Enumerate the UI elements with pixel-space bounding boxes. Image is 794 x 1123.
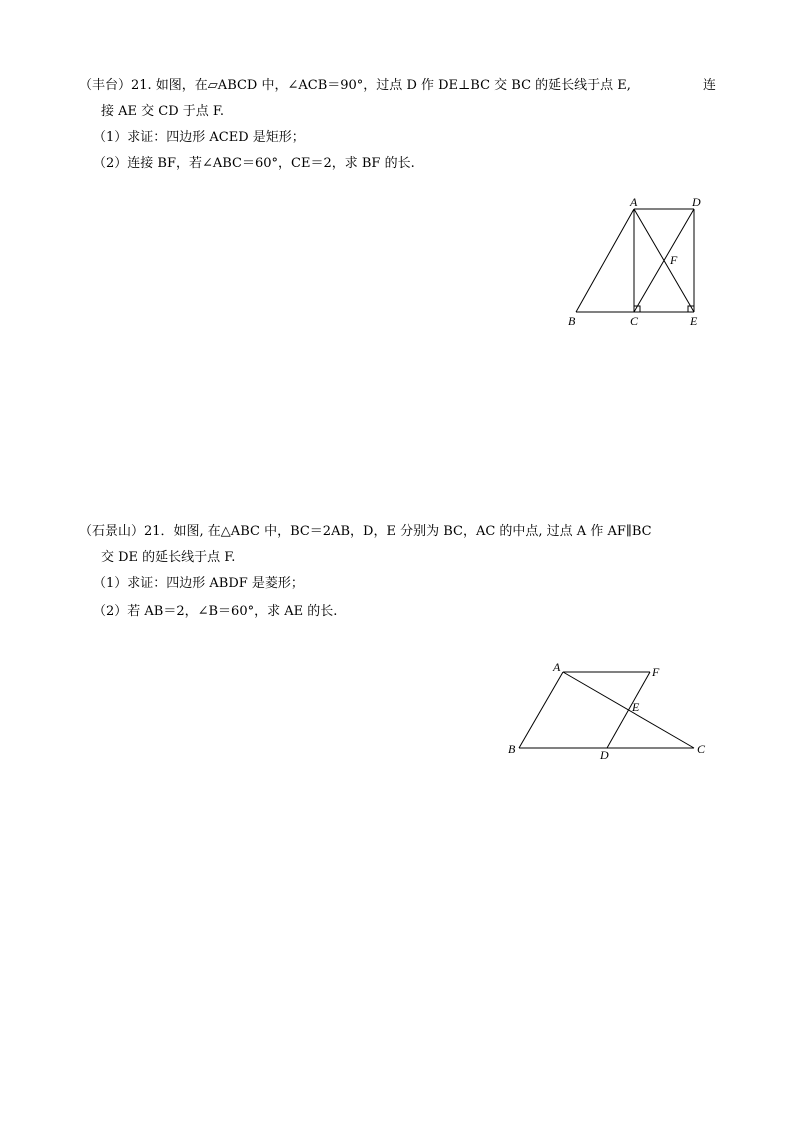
point-label-F: F xyxy=(652,665,660,679)
problem1-question2: （2）连接 BF，若∠ABC＝60°，CE＝2，求 BF 的长. xyxy=(93,156,415,171)
point-label-B: B xyxy=(508,742,516,756)
segment-DF xyxy=(607,672,650,748)
problem2-line2: 交 DE 的延长线于点 F. xyxy=(101,550,236,565)
problem1-line1-tail: 连 xyxy=(703,78,717,93)
problem1-line2: 接 AE 交 CD 于点 F. xyxy=(101,104,225,119)
segment-AB xyxy=(519,672,563,748)
point-label-B: B xyxy=(568,314,576,328)
problem1-line1: （丰台）21. 如图，在▱ABCD 中，∠ACB＝90°，过点 D 作 DE⊥BC 交 BC 的延长线于点 E, xyxy=(79,78,631,93)
point-label-D: D xyxy=(692,195,701,209)
point-label-C: C xyxy=(630,314,639,328)
problem2-line1: （石景山）21．如图, 在△ABC 中，BC＝2AB，D，E 分别为 BC，AC 的中点, 过点 A 作 AF∥BC xyxy=(79,524,652,539)
problem1-question1: （1）求证：四边形 ACED 是矩形； xyxy=(93,130,305,145)
point-label-C: C xyxy=(697,742,706,756)
point-label-E: E xyxy=(632,700,640,714)
problem2-question1: （1）求证：四边形 ABDF 是菱形； xyxy=(93,576,304,591)
point-label-A: A xyxy=(553,660,561,674)
point-label-F: F xyxy=(670,253,678,267)
point-label-D: D xyxy=(600,748,609,762)
point-label-E: E xyxy=(690,314,698,328)
problem2-question2: （2）若 AB＝2，∠B＝60°，求 AE 的长. xyxy=(93,604,338,619)
point-label-A: A xyxy=(630,195,638,209)
